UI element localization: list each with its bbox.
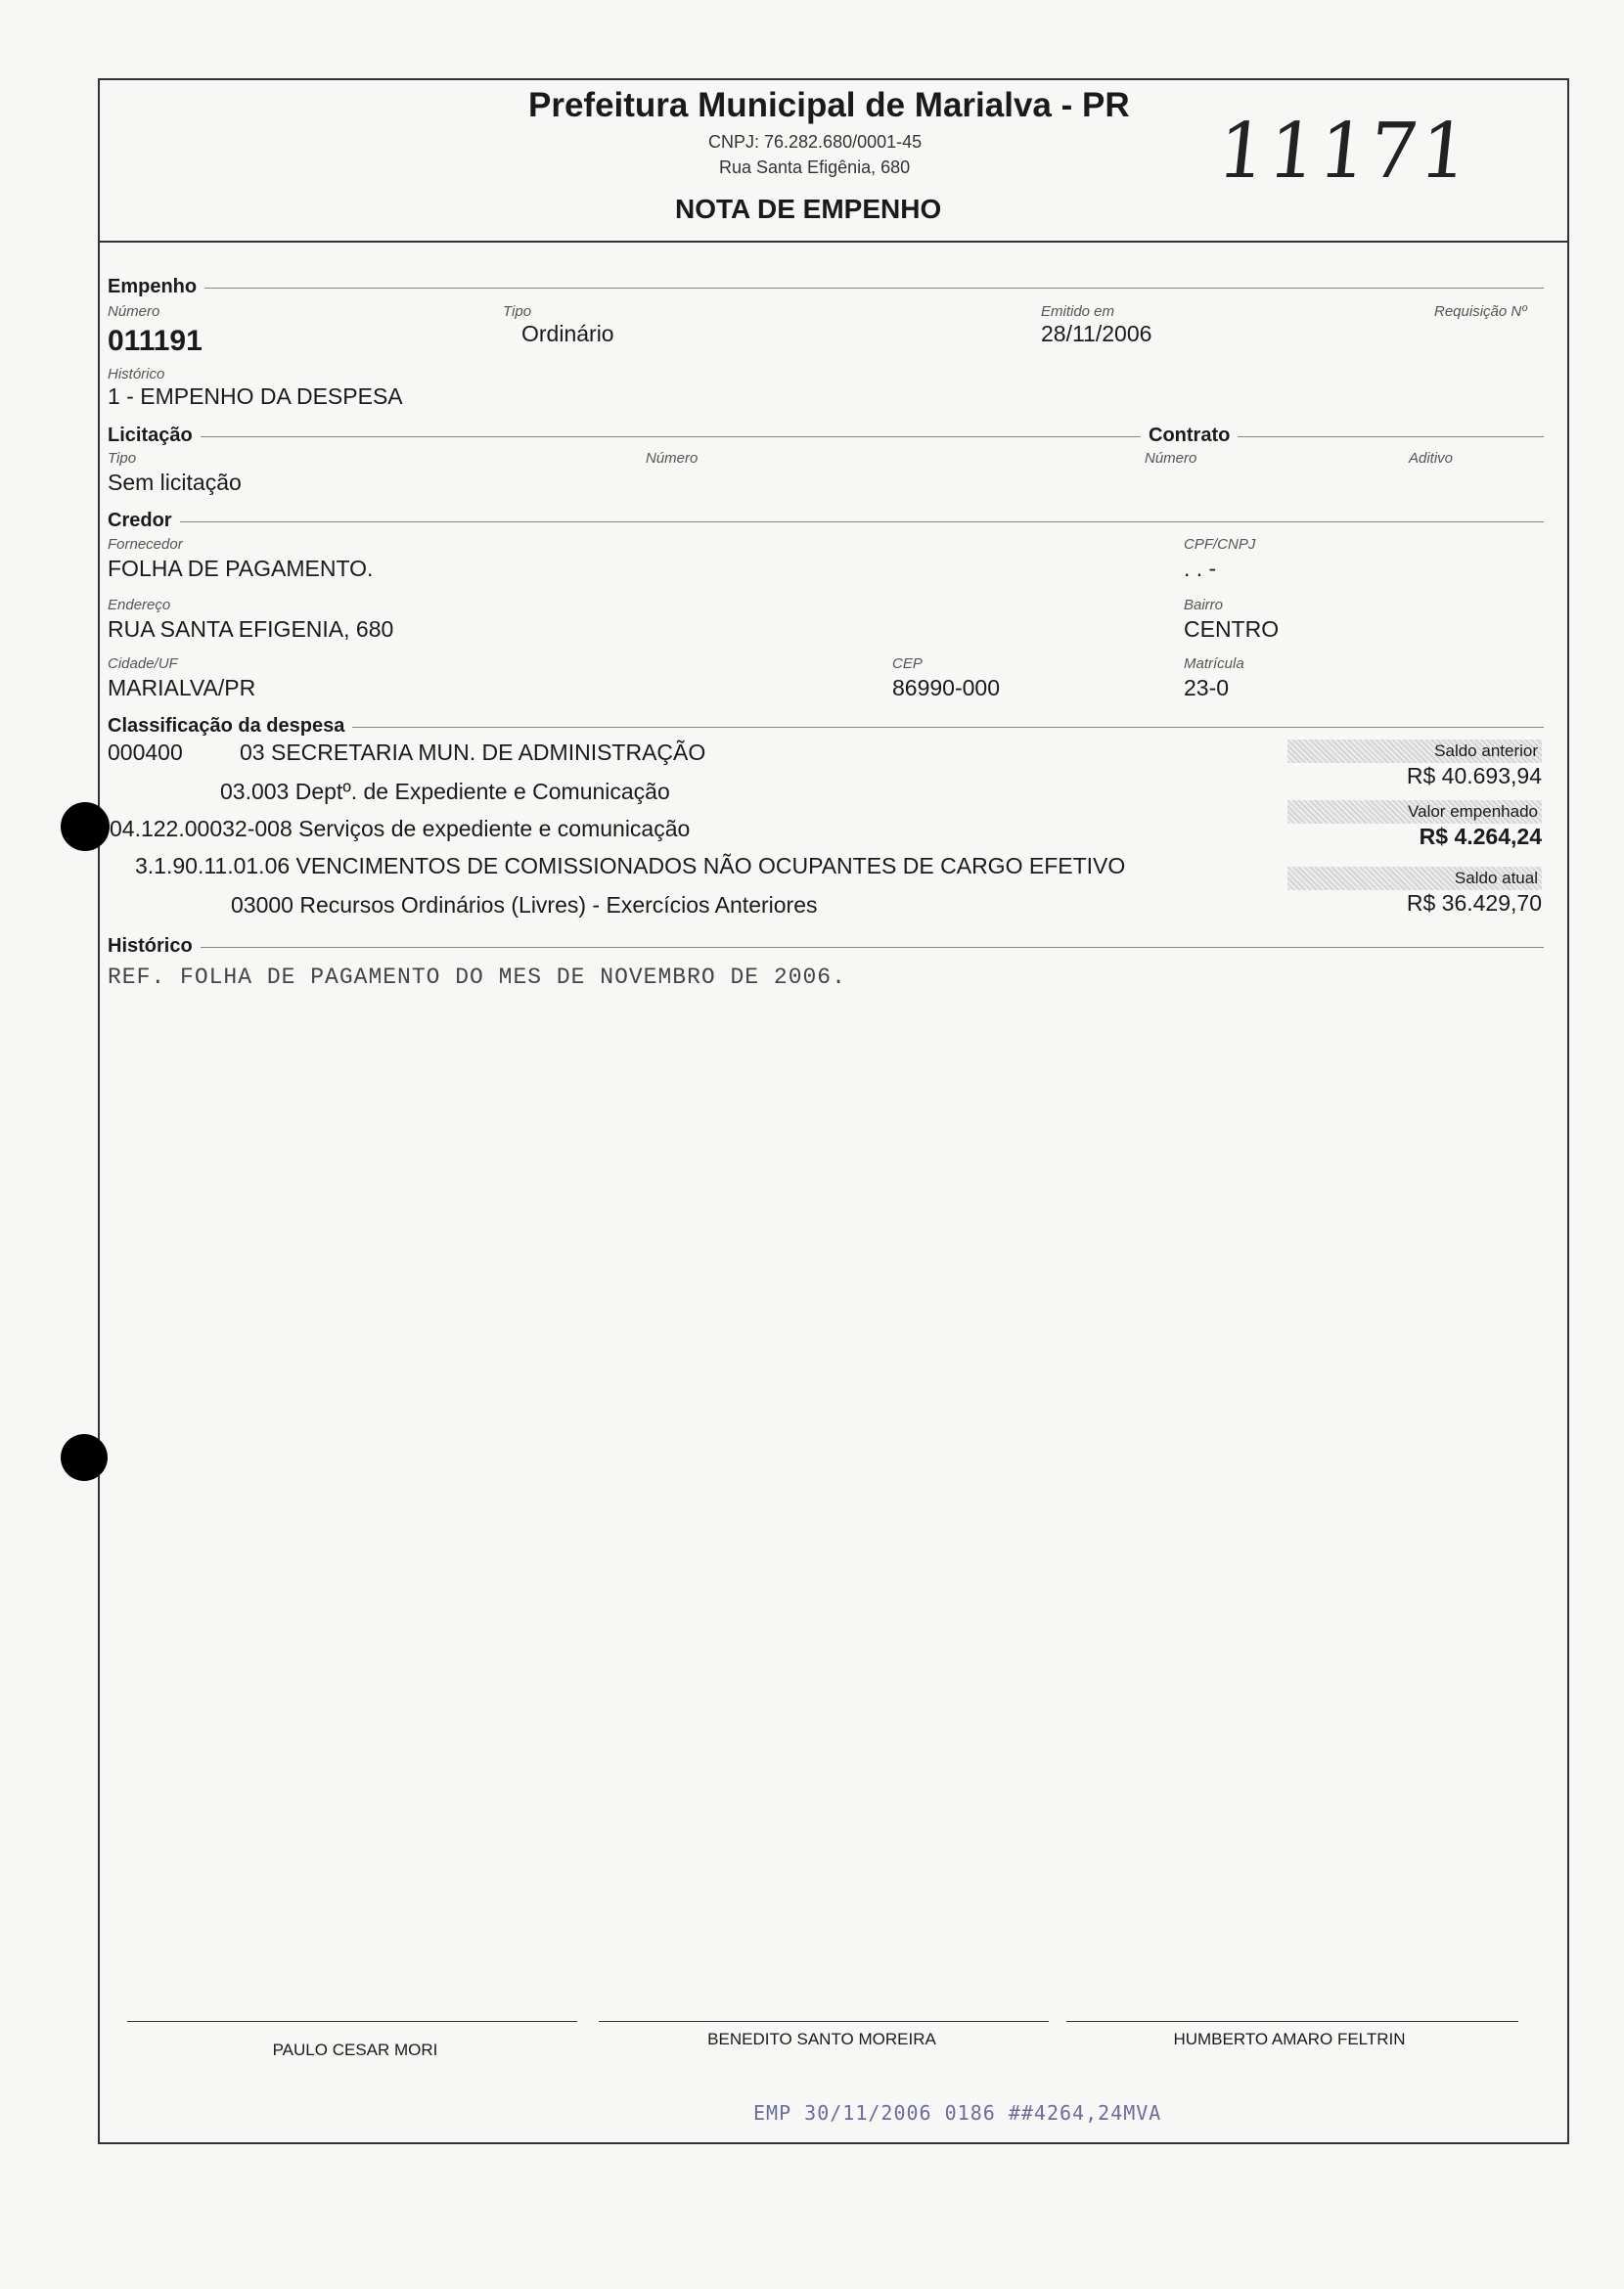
- matricula-label: Matrícula: [1184, 655, 1244, 672]
- saldo-atual: R$ 36.429,70: [1406, 890, 1542, 916]
- tipo-label: Tipo: [503, 303, 532, 320]
- numero-label: Número: [108, 303, 160, 320]
- contrato-numero-label: Número: [1145, 450, 1197, 467]
- empenho-historico: 1 - EMPENHO DA DESPESA: [108, 383, 403, 409]
- emitido-label: Emitido em: [1041, 303, 1115, 320]
- class-code: 000400: [108, 740, 183, 765]
- cnpj: CNPJ: 76.282.680/0001-45: [708, 132, 923, 152]
- endereco: RUA SANTA EFIGENIA, 680: [108, 616, 394, 642]
- aditivo-label: Aditivo: [1409, 450, 1454, 467]
- section-classificacao: Classificação da despesa: [108, 715, 352, 738]
- empenho-tipo: Ordinário: [521, 321, 614, 346]
- section-historico: Histórico: [108, 935, 201, 958]
- bairro: CENTRO: [1184, 616, 1280, 642]
- valor-empenhado-label: Valor empenhado: [1287, 800, 1542, 824]
- address: Rua Santa Efigênia, 680: [719, 157, 911, 177]
- cidade-label: Cidade/UF: [108, 655, 178, 672]
- class-departamento: 03.003 Deptº. de Expediente e Comunicação: [220, 779, 670, 804]
- emitido-date: 28/11/2006: [1041, 321, 1152, 346]
- licitacao-numero-label: Número: [646, 450, 699, 467]
- bairro-label: Bairro: [1184, 597, 1224, 613]
- section-licitacao: Licitação: [108, 425, 201, 447]
- licitacao-tipo: Sem licitação: [108, 470, 242, 495]
- fornecedor-label: Fornecedor: [108, 536, 183, 553]
- valor-empenhado: R$ 4.264,24: [1419, 824, 1542, 849]
- matricula: 23-0: [1184, 675, 1230, 700]
- punch-hole-bottom: [61, 1434, 108, 1481]
- requisicao-label: Requisição Nº: [1434, 303, 1527, 320]
- cep-label: CEP: [892, 655, 923, 672]
- cpf-value: . . -: [1184, 556, 1217, 581]
- header-divider: [98, 241, 1569, 243]
- class-programa: 04.122.00032-008 Serviços de expediente e comunicação: [110, 816, 691, 841]
- licitacao-tipo-label: Tipo: [108, 450, 137, 467]
- punch-hole-top: [61, 802, 110, 851]
- document-title: NOTA DE EMPENHO: [675, 194, 942, 224]
- saldo-anterior-label: Saldo anterior: [1287, 740, 1542, 763]
- fornecedor: FOLHA DE PAGAMENTO.: [108, 556, 374, 581]
- section-contrato: Contrato: [1141, 425, 1238, 447]
- section-credor: Credor: [108, 510, 180, 532]
- class-secretaria: 03 SECRETARIA MUN. DE ADMINISTRAÇÃO: [240, 740, 706, 765]
- empenho-number: 011191: [108, 325, 203, 357]
- class-elemento: 3.1.90.11.01.06 VENCIMENTOS DE COMISSIONADOS NÃO OCUPANTES DE CARGO EFETIVO: [135, 853, 1126, 878]
- endereco-label: Endereço: [108, 597, 171, 613]
- saldo-atual-label: Saldo atual: [1287, 867, 1542, 890]
- signature-3: HUMBERTO AMARO FELTRIN: [1173, 2030, 1406, 2048]
- cpf-label: CPF/CNPJ: [1184, 536, 1256, 553]
- class-recurso: 03000 Recursos Ordinários (Livres) - Exercícios Anteriores: [231, 892, 818, 918]
- print-stamp: EMP 30/11/2006 0186 ##4264,24MVA: [753, 2101, 1162, 2125]
- cep: 86990-000: [892, 675, 1000, 700]
- page-title: Prefeitura Municipal de Marialva - PR: [528, 86, 1130, 124]
- cidade: MARIALVA/PR: [108, 675, 256, 700]
- section-empenho: Empenho: [108, 276, 204, 298]
- signature-1: PAULO CESAR MORI: [272, 2041, 438, 2059]
- historico-label: Histórico: [108, 366, 165, 382]
- handwritten-number: 11171: [1213, 108, 1475, 196]
- signature-2: BENEDITO SANTO MOREIRA: [707, 2030, 936, 2048]
- saldo-anterior: R$ 40.693,94: [1406, 763, 1542, 788]
- historico-text: REF. FOLHA DE PAGAMENTO DO MES DE NOVEMBRO DE 2006.: [108, 965, 846, 990]
